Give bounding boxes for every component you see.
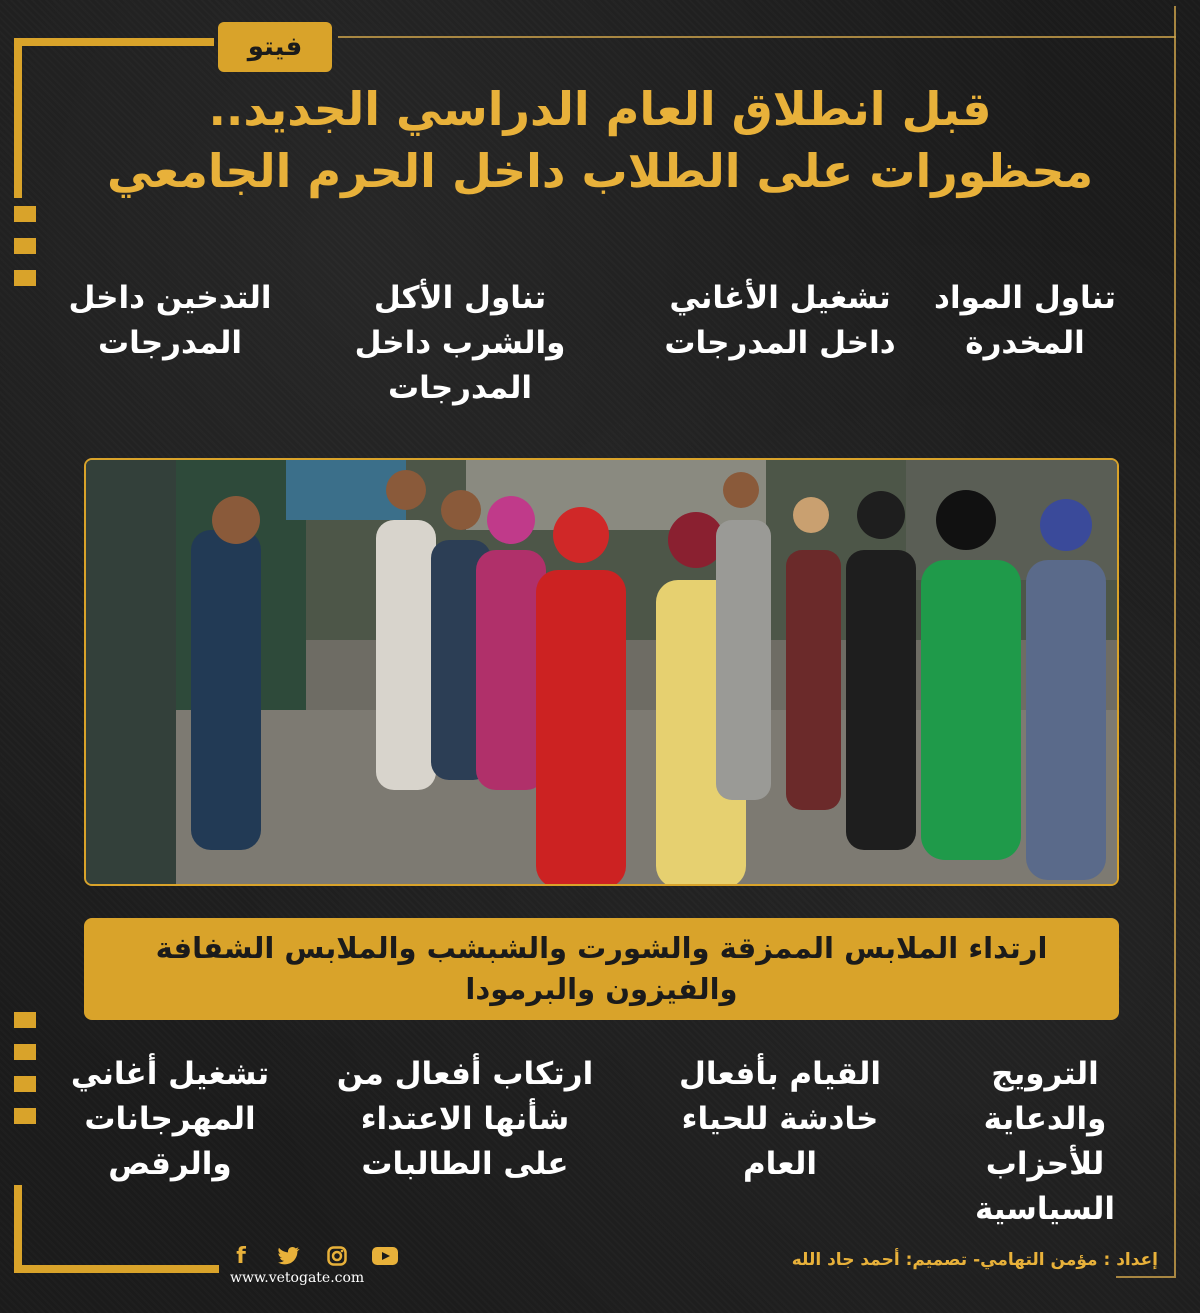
- frame-left-bar-bottom: [14, 1185, 22, 1273]
- frame-top-bar: [14, 38, 214, 46]
- facebook-icon[interactable]: f: [236, 1243, 246, 1269]
- frame-dash: [14, 1076, 36, 1092]
- twitter-icon[interactable]: [276, 1244, 302, 1268]
- prohibition-item: تشغيل أغاني المهرجانات والرقص: [70, 1056, 270, 1182]
- banner-line-2: والفيزون والبرمودا: [465, 972, 738, 1007]
- clothing-banner: [84, 918, 1119, 1020]
- person-figure: [191, 496, 261, 850]
- prohibition-item: التدخين داخل المدرجات: [68, 280, 272, 361]
- brand-logo[interactable]: [218, 22, 332, 72]
- social-links: [228, 1244, 398, 1268]
- youtube-icon[interactable]: [372, 1244, 398, 1268]
- frame-left-bar: [14, 38, 22, 198]
- campus-photo: [84, 458, 1119, 886]
- frame-dash: [14, 206, 36, 222]
- headline-line-1: قبل انطلاق العام الدراسي الجديد..: [208, 82, 992, 136]
- credits: إعداد : مؤمن التهامي- تصميم: أحمد جاد الله: [791, 1250, 1158, 1270]
- prohibition-item: القيام بأفعال خادشة للحياء العام: [679, 1056, 881, 1182]
- frame-dash: [14, 1044, 36, 1060]
- frame-dash: [14, 1012, 36, 1028]
- frame-thin-bottom: [1116, 1276, 1176, 1278]
- frame-thin-top: [338, 36, 1176, 38]
- website-url[interactable]: www.vetogate.com: [230, 1270, 365, 1286]
- frame-dash: [14, 270, 36, 286]
- frame-dash: [14, 238, 36, 254]
- headline-line-2: محظورات على الطلاب داخل الحرم الجامعي: [106, 144, 1094, 198]
- banner-line-1: ارتداء الملابس الممزقة والشورت والشبشب والملابس الشفافة: [155, 931, 1048, 965]
- prohibition-item: تناول المواد المخدرة: [934, 280, 1116, 361]
- frame-dash: [14, 1108, 36, 1124]
- instagram-icon[interactable]: [324, 1244, 350, 1268]
- prohibition-item: تناول الأكل والشرب داخل المدرجات: [354, 280, 566, 406]
- prohibition-item: ارتكاب أفعال من شأنها الاعتداء على الطالبات: [336, 1056, 594, 1182]
- prohibition-item: الترويج والدعاية للأحزاب السياسية: [974, 1056, 1116, 1227]
- frame-thin-right: [1174, 6, 1176, 1276]
- prohibition-item: تشغيل الأغاني داخل المدرجات: [664, 280, 896, 361]
- frame-bottom-bar: [14, 1265, 219, 1273]
- logo-text: فيتو: [247, 32, 303, 62]
